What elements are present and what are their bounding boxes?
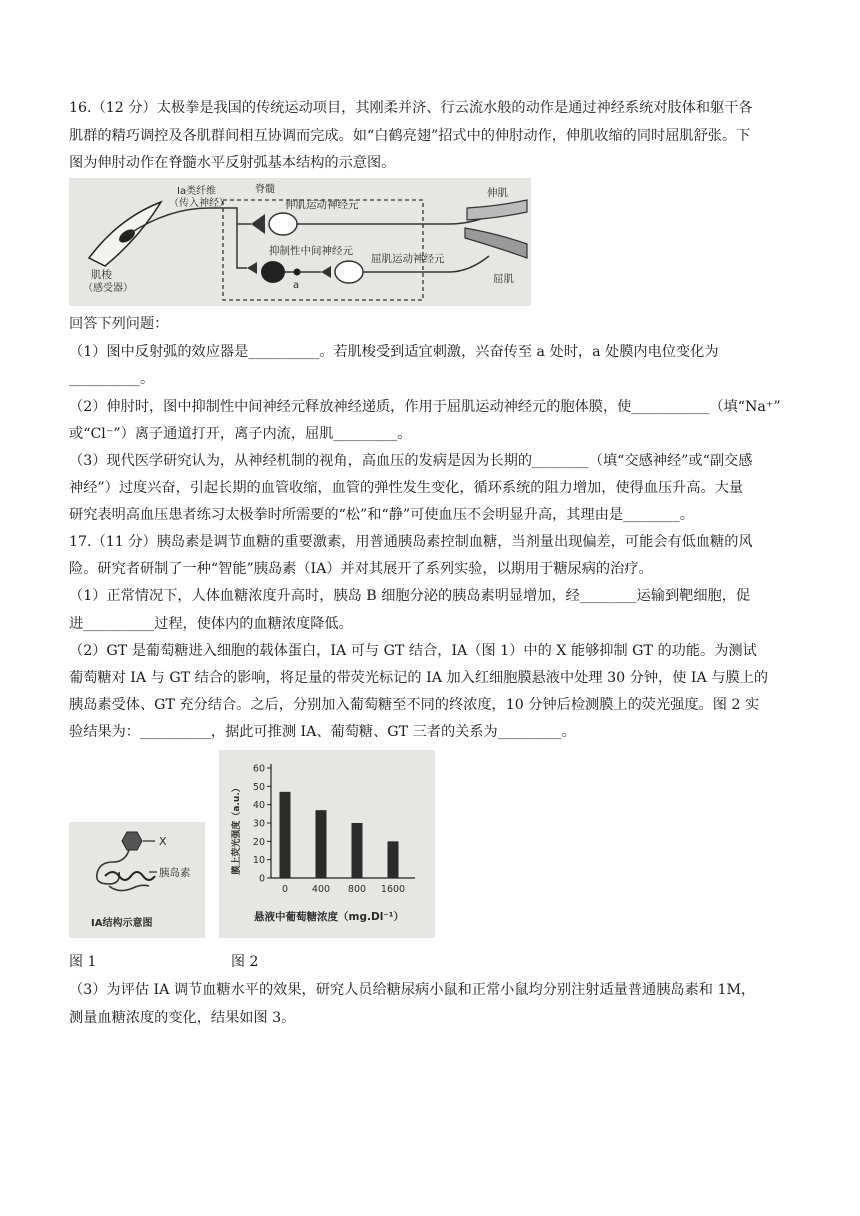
- label-x: X: [159, 835, 167, 848]
- q17-intro-line2: 险。研究者研制了一种“智能”胰岛素（IA）并对其展开了系列实验，以期用于糖尿病的治疗。: [69, 561, 653, 577]
- flexor-motor-neuron: [335, 261, 363, 283]
- q16-part3-line2: 神经”）过度兴奋，引起长期的血管收缩，血管的弹性发生变化，循环系统的阻力增加，使得血压升高。大量: [69, 480, 744, 496]
- chart-x-label: 悬液中葡萄糖浓度（mg.Dl⁻¹）: [254, 911, 404, 923]
- q16-part3-line3: 研究表明高血压患者练习太极拳时所需要的“松”和“静”可使血压不会明显升高，其理由是________。: [69, 507, 694, 523]
- label-flexor-neuron: 屈肌运动神经元: [371, 253, 445, 265]
- label-spindle: 肌梭: [91, 269, 112, 281]
- q17-part2-line1: （2）GT 是葡萄糖进入细胞的载体蛋白，IA 可与 GT 结合，IA（图 1）中的 X 能够抑制 GT 的功能。为测试: [69, 643, 757, 659]
- extensor-muscle: [467, 200, 527, 220]
- q17-part3-line2: 测量血糖浓度的变化，结果如图 3。: [69, 1010, 296, 1026]
- q16-part1-line2: __________。: [69, 371, 155, 387]
- fluorescence-bar-chart: [219, 750, 435, 938]
- q17-part2-line3: 胰岛素受体、GT 充分结合。之后，分别加入葡萄糖至不同的终浓度，10 分钟后检测膜上的荧光强度。图 2 实: [69, 697, 760, 713]
- point-a: [294, 269, 301, 276]
- reflex-arc-figure: [69, 178, 531, 306]
- q16-header: 16.（12 分）太极拳是我国的传统运动项目，其刚柔并济、行云流水般的动作是通过神经系统对肢体和躯干各: [69, 100, 753, 116]
- y-tick-label: 50: [252, 781, 265, 793]
- x-tick-label: 400: [311, 884, 331, 895]
- chart-y-label: 膜上荧光强度（a.u.）: [232, 783, 242, 875]
- q17-part1-line1: （1）正常情况下，人体血糖浓度升高时，胰岛 B 细胞分泌的胰岛素明显增加，经________运输到靶细胞，促: [69, 588, 751, 604]
- y-tick-label: 60: [252, 763, 265, 775]
- q16-intro-line3: 图为伸肘动作在脊髓水平反射弧基本结构的示意图。: [69, 155, 396, 171]
- x-hexagon: [122, 832, 142, 850]
- q17-part3-line1: （3）为评估 IA 调节血糖水平的效果，研究人员给糖尿病小鼠和正常小鼠均分别注射适量普通胰岛素和 1M，: [69, 982, 756, 998]
- bar-glucose-0: [280, 792, 291, 878]
- label-inhibitory-neuron: 抑制性中间神经元: [269, 245, 353, 257]
- figure2-caption: 图 2: [231, 954, 259, 970]
- y-tick-label: 10: [252, 855, 265, 867]
- q17-part2-line2: 葡萄糖对 IA 与 GT 结合的影响，将足量的带荧光标记的 IA 加入红细胞膜悬液中处理 30 分钟，使 IA 与膜上的: [69, 670, 769, 686]
- figure1-caption: 图 1: [69, 954, 97, 970]
- q16-part2-line2: 或“Cl⁻”）离子通道打开，离子内流，屈肌_________。: [69, 426, 412, 442]
- label-ia-fiber: Ia类纤维: [177, 186, 217, 197]
- fluorescence-chart-figure: [219, 750, 435, 938]
- label-insulin: 胰岛素: [159, 867, 191, 879]
- label-flexor-muscle: 屈肌: [493, 273, 514, 285]
- q16-part2-line1: （2）伸肘时，图中抑制性中间神经元释放神经递质，作用于屈肌运动神经元的胞体膜，使___________（填“Na⁺”: [69, 399, 781, 415]
- insulin-helix: [105, 872, 155, 880]
- q17-part1-line2: 进__________过程，使体内的血糖浓度降低。: [69, 616, 353, 632]
- synapse-extensor: [251, 214, 265, 234]
- fig1-inner-caption: IA结构示意图: [91, 918, 153, 929]
- q17-part2-line4: 验结果为：__________，据此可推测 IA、葡萄糖、GT 三者的关系为_________。: [69, 724, 576, 740]
- synapse-flexor: [321, 266, 331, 278]
- label-afferent: （传入神经）: [169, 198, 229, 209]
- q16-part1-line1: （1）图中反射弧的效应器是__________。若肌梭受到适宜刺激，兴奋传至 a 处时，a 处膜内电位变化为: [69, 344, 719, 360]
- q16-prompt: 回答下列问题：: [69, 316, 169, 332]
- x-tick-label: 1600: [380, 884, 406, 895]
- ia-structure-diagram: [69, 822, 205, 938]
- reflex-arc-diagram: [69, 178, 531, 306]
- label-receptor: （感受器）: [83, 283, 133, 294]
- insulin-chain-b: [109, 885, 149, 890]
- flexor-muscle: [465, 228, 527, 258]
- bar-glucose-1600: [388, 841, 399, 878]
- bar-glucose-800: [352, 823, 363, 878]
- label-spinal-cord: 脊髓: [255, 184, 275, 195]
- insulin-chain-a: [97, 850, 129, 884]
- ia-structure-figure: [69, 822, 205, 938]
- label-extensor-muscle: 伸肌: [487, 187, 508, 199]
- label-a: a: [293, 280, 300, 291]
- extensor-efferent: [297, 216, 489, 224]
- y-tick-label: 0: [258, 873, 265, 885]
- q16-part3-line1: （3）现代医学研究认为，从神经机制的视角，高血压的发病是因为长期的________（填“交感神经”或“副交感: [69, 453, 753, 469]
- q17-header: 17.（11 分）胰岛素是调节血糖的重要激素，用普通胰岛素控制血糖，当剂量出现偏差，可能会有低血糖的风: [69, 534, 753, 550]
- extensor-motor-neuron: [269, 213, 297, 235]
- x-tick-label: 0: [281, 884, 289, 895]
- x-tick-label: 800: [347, 884, 367, 895]
- y-tick-label: 40: [252, 800, 265, 812]
- label-extensor-neuron: 伸肌运动神经元: [285, 199, 359, 211]
- synapse-inhibitory: [247, 262, 257, 274]
- y-tick-label: 30: [252, 818, 265, 830]
- q16-intro-line2: 肌群的精巧调控及各肌群间相互协调而完成。如“白鹤亮翅”招式中的伸肘动作，伸肌收缩的同时屈肌舒张。下: [69, 128, 751, 144]
- bar-glucose-400: [316, 810, 327, 878]
- inhibitory-interneuron: [261, 261, 285, 283]
- y-tick-label: 20: [252, 836, 265, 848]
